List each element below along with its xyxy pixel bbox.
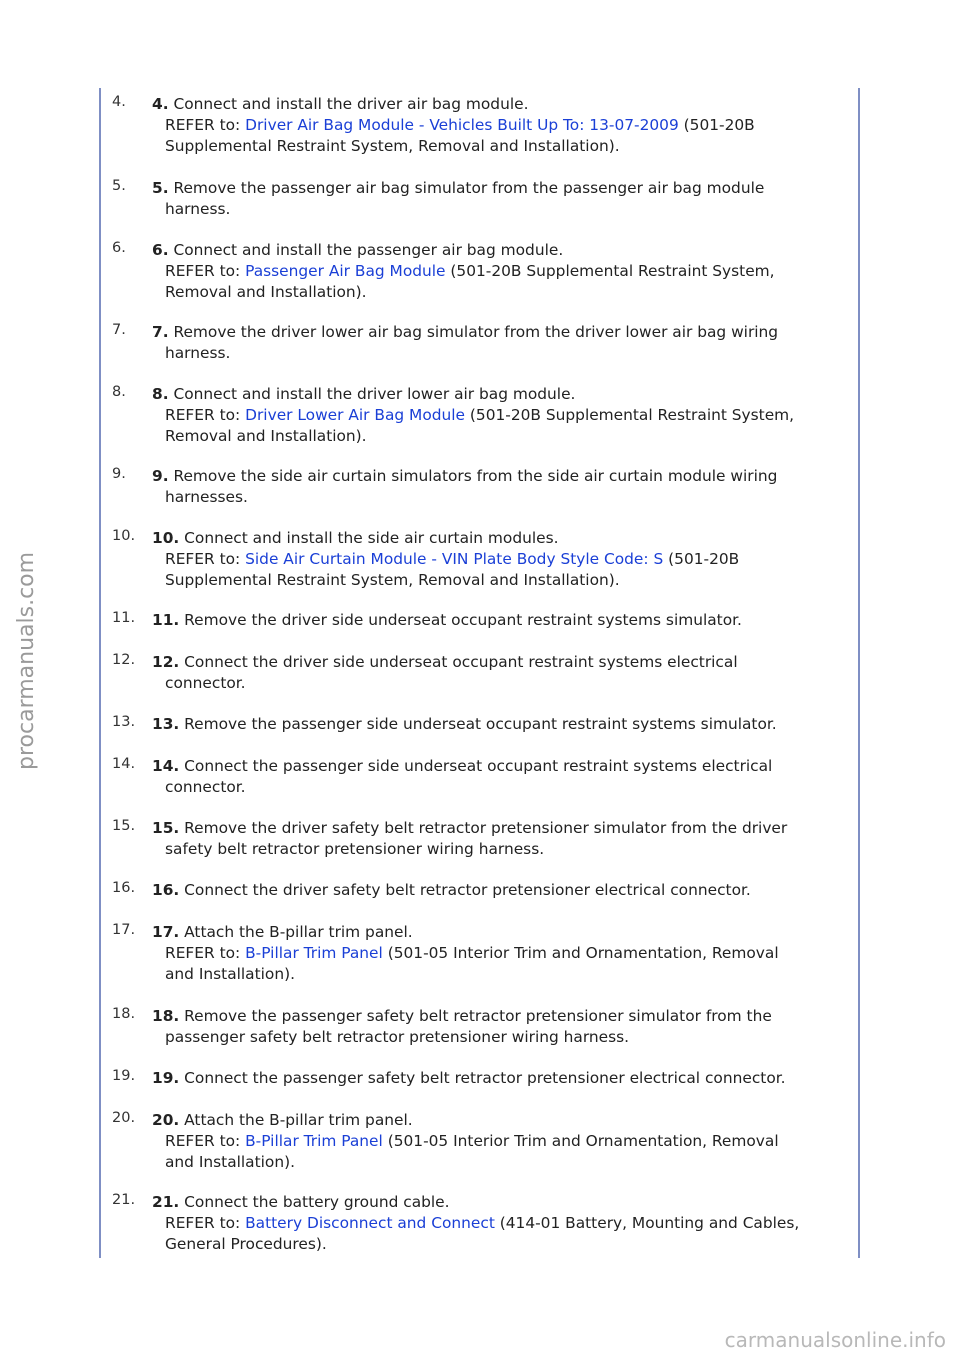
step-lead: 14. [152,757,180,775]
refer-prefix: REFER to: [165,1132,246,1150]
step-text: Attach the B-pillar trim panel. [179,1111,413,1129]
refer-suffix: (501-20B Supplemental Restraint System, [445,262,775,280]
step-continuation: harness. [165,200,231,218]
step-continuation: harnesses. [165,488,248,506]
step-lead: 19. [152,1069,180,1087]
refer-prefix: REFER to: [165,944,246,962]
step-lead: 4. [152,95,169,113]
step-continuation: harness. [165,344,231,362]
refer-link[interactable]: Driver Air Bag Module - Vehicles Built Up To: 13-07-2009 [245,116,679,134]
step-text: Remove the passenger side underseat occupant restraint systems simulator. [179,715,777,733]
step-continuation: connector. [165,778,246,796]
step-number: 8. [112,384,126,400]
step-lead: 13. [152,715,180,733]
refer-suffix: (501-20B Supplemental Restraint System, [465,406,795,424]
refer-prefix: REFER to: [165,406,246,424]
right-margin-rule [858,88,860,1258]
refer-suffix: (501-05 Interior Trim and Ornamentation, Removal [382,1132,779,1150]
step-text: Remove the driver side underseat occupant restraint systems simulator. [179,611,742,629]
step-number: 9. [112,466,126,482]
step-number: 12. [112,652,136,668]
refer-link[interactable]: Driver Lower Air Bag Module [245,406,466,424]
step-continuation: passenger safety belt retractor pretensioner wiring harness. [165,1028,630,1046]
refer-link[interactable]: Side Air Curtain Module - VIN Plate Body Style Code: S [245,550,664,568]
refer-link[interactable]: B-Pillar Trim Panel [245,1132,383,1150]
step-number: 19. [112,1068,136,1084]
step-continuation: Removal and Installation). [165,427,367,445]
step-lead: 18. [152,1007,180,1025]
step-text: Connect and install the driver lower air bag module. [168,385,576,403]
step-text: Connect the passenger safety belt retractor pretensioner electrical connector. [179,1069,786,1087]
side-watermark: procarmanuals.com [14,551,39,770]
step-text: Remove the passenger air bag simulator from the passenger air bag module [168,179,765,197]
step-continuation: safety belt retractor pretensioner wiring harness. [165,840,545,858]
step-lead: 15. [152,819,180,837]
step-lead: 16. [152,881,180,899]
step-continuation: Supplemental Restraint System, Removal and Installation). [165,137,620,155]
step-text: Connect the passenger side underseat occupant restraint systems electrical [179,757,773,775]
refer-link[interactable]: B-Pillar Trim Panel [245,944,383,962]
step-number: 6. [112,240,126,256]
step-lead: 7. [152,323,169,341]
step-number: 15. [112,818,136,834]
step-number: 21. [112,1192,136,1208]
step-number: 11. [112,610,136,626]
step-text: Connect the driver side underseat occupant restraint systems electrical [179,653,738,671]
step-lead: 6. [152,241,169,259]
step-text: Connect and install the driver air bag module. [168,95,529,113]
step-text: Remove the passenger safety belt retractor pretensioner simulator from the [179,1007,772,1025]
step-continuation: Supplemental Restraint System, Removal and Installation). [165,571,620,589]
step-text: Attach the B-pillar trim panel. [179,923,413,941]
left-margin-rule [99,88,101,1258]
step-number: 17. [112,922,136,938]
refer-prefix: REFER to: [165,116,246,134]
step-lead: 8. [152,385,169,403]
step-text: Connect the battery ground cable. [179,1193,450,1211]
step-continuation: and Installation). [165,1153,295,1171]
step-lead: 5. [152,179,169,197]
step-text: Connect and install the side air curtain modules. [179,529,559,547]
step-text: Remove the side air curtain simulators from the side air curtain module wiring [168,467,778,485]
step-number: 13. [112,714,136,730]
refer-suffix: (414-01 Battery, Mounting and Cables, [494,1214,800,1232]
step-number: 18. [112,1006,136,1022]
refer-prefix: REFER to: [165,550,246,568]
step-text: Connect the driver safety belt retractor pretensioner electrical connector. [179,881,751,899]
step-number: 20. [112,1110,136,1126]
refer-suffix: (501-05 Interior Trim and Ornamentation, Removal [382,944,779,962]
step-continuation: connector. [165,674,246,692]
step-lead: 21. [152,1193,180,1211]
step-text: Remove the driver safety belt retractor pretensioner simulator from the driver [179,819,788,837]
step-lead: 12. [152,653,180,671]
bottom-watermark: carmanualsonline.info [724,1328,946,1352]
step-lead: 11. [152,611,180,629]
refer-link[interactable]: Passenger Air Bag Module [245,262,446,280]
step-lead: 10. [152,529,180,547]
step-number: 14. [112,756,136,772]
step-text: Connect and install the passenger air bag module. [168,241,564,259]
refer-link[interactable]: Battery Disconnect and Connect [245,1214,495,1232]
step-number: 16. [112,880,136,896]
step-lead: 20. [152,1111,180,1129]
step-number: 7. [112,322,126,338]
step-text: Remove the driver lower air bag simulator from the driver lower air bag wiring [168,323,779,341]
refer-prefix: REFER to: [165,1214,246,1232]
step-lead: 9. [152,467,169,485]
step-number: 5. [112,178,126,194]
step-number: 4. [112,94,126,110]
step-continuation: Removal and Installation). [165,283,367,301]
refer-prefix: REFER to: [165,262,246,280]
refer-suffix: (501-20B [663,550,740,568]
step-number: 10. [112,528,136,544]
step-lead: 17. [152,923,180,941]
step-continuation: and Installation). [165,965,295,983]
refer-suffix: (501-20B [678,116,755,134]
step-continuation: General Procedures). [165,1235,327,1253]
